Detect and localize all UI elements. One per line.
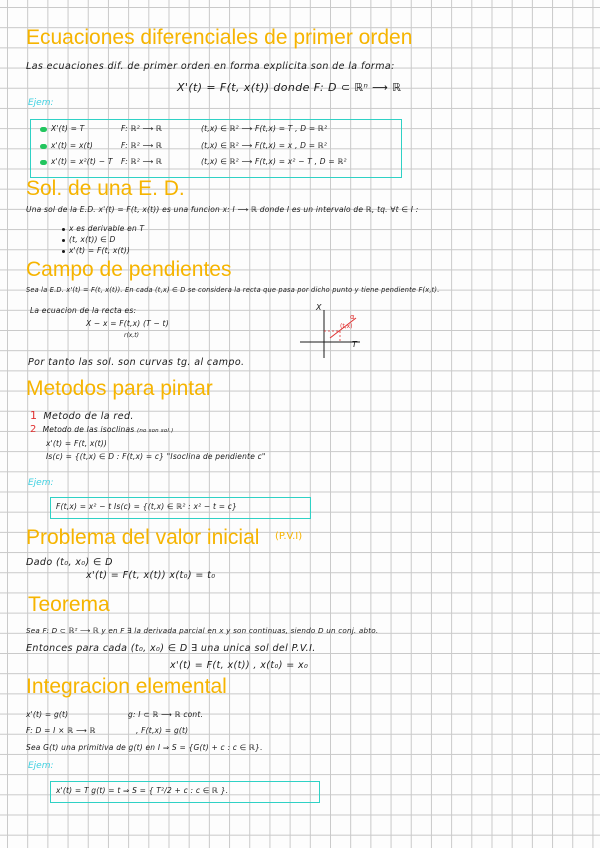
bullet-icon bbox=[62, 239, 65, 242]
green-bullet-icon bbox=[40, 160, 47, 165]
sol-line: Una sol de la E.D. x'(t) = F(t, x(t)) es una funcion x: I ⟶ ℝ donde I es un intervalo de ℝ, tq. ∀t ∈ I : bbox=[26, 205, 419, 214]
bullet-icon bbox=[62, 228, 65, 231]
example-map: F: ℝ² ⟶ ℝ bbox=[121, 157, 163, 166]
integ-line1b: g: I ⊂ ℝ ⟶ ℝ cont. bbox=[128, 710, 204, 719]
iso-equation: x'(t) = F(t, x(t)) bbox=[46, 439, 108, 448]
ejemplo-label-3: Ejem: bbox=[28, 761, 54, 771]
diagram-point-label: (t,x) bbox=[340, 323, 353, 330]
integration-example: x'(t) = T g(t) = t ⇒ S = { T²/2 + c : c ∈ ℝ }. bbox=[56, 786, 229, 795]
teorema-line3: x'(t) = F(t, x(t)) , x(t₀) = x₀ bbox=[170, 660, 309, 671]
diagram-x-label: X bbox=[316, 303, 322, 312]
recta-sub: r(x,t) bbox=[124, 332, 139, 339]
example-map: F: ℝ² ⟶ ℝ bbox=[121, 141, 163, 150]
pvi-tag: (P.V.I) bbox=[275, 531, 303, 542]
heading-teorema: Teorema bbox=[28, 593, 110, 616]
example-def: (t,x) ∈ ℝ² ⟶ F(t,x) = x² − T , D = ℝ² bbox=[201, 157, 347, 166]
green-bullet-icon bbox=[40, 127, 47, 132]
integ-line1a: x'(t) = g(t) bbox=[26, 710, 69, 719]
diagram-angle-label: α bbox=[350, 313, 355, 321]
recta-formula: X − x = F(t,x) (T − t) bbox=[86, 319, 169, 328]
campo-line: Sea la E.D. x'(t) = F(t, x(t)). En cada (t,x) ∈ D se considera la recta que pasa por dicho punto y tiene pendiente F(x,t). bbox=[26, 286, 440, 294]
integ-line2b: , F(t,x) = g(t) bbox=[136, 726, 189, 735]
isoclina-example: F(t,x) = x² − t Is(c) = {(t,x) ∈ ℝ² : x² − t = c} bbox=[56, 502, 238, 511]
example-row bbox=[40, 141, 327, 151]
heading-metodos: Metodos para pintar bbox=[26, 377, 213, 400]
heading-campo: Campo de pendientes bbox=[26, 258, 232, 281]
campo-conclusion: Por tanto las sol. son curvas tg. al campo. bbox=[28, 357, 245, 368]
page-title: Ecuaciones diferenciales de primer orden bbox=[26, 26, 413, 49]
ejemplo-label-1: Ejem: bbox=[28, 98, 54, 108]
teorema-line2: Entonces para cada (t₀, x₀) ∈ D ∃ una unica sol del P.V.I. bbox=[26, 643, 316, 654]
sol-bullet: x es derivable en T bbox=[62, 224, 144, 234]
sol-bullet: (t, x(t)) ∈ D bbox=[62, 235, 115, 245]
diagram-t-label: T bbox=[352, 340, 357, 349]
bullet-icon bbox=[62, 250, 65, 253]
example-row bbox=[40, 124, 327, 134]
heading-integracion: Integracion elemental bbox=[26, 675, 227, 698]
recta-label: La ecuacion de la recta es: bbox=[30, 306, 137, 315]
example-row bbox=[40, 157, 347, 167]
metodo-item: 2 Metodo de las isoclinas (no son sol.) bbox=[30, 424, 174, 435]
example-def: (t,x) ∈ ℝ² ⟶ F(t,x) = x , D = ℝ² bbox=[201, 141, 328, 150]
metodo-item: 1 Metodo de la red. bbox=[30, 409, 134, 422]
green-bullet-icon bbox=[40, 144, 47, 149]
slope-diagram bbox=[296, 300, 376, 360]
example-eq: x'(t) = x²(t) − T bbox=[51, 157, 113, 166]
sol-bullet: x'(t) = F(t, x(t)) bbox=[62, 246, 130, 256]
ejemplo-label-2: Ejem: bbox=[28, 478, 54, 488]
heading-sol: Sol. de una E. D. bbox=[26, 177, 185, 200]
intro-formula: X'(t) = F(t, x(t)) donde F: D ⊂ ℝⁿ ⟶ ℝ bbox=[177, 81, 402, 94]
intro-line: Las ecuaciones dif. de primer orden en forma explicita son de la forma: bbox=[26, 61, 395, 72]
teorema-line1: Sea F: D ⊂ ℝ² ⟶ ℝ y en F ∃ la derivada parcial en x y son continuas, siendo D un conj. abto. bbox=[26, 626, 379, 635]
example-map: F: ℝ² ⟶ ℝ bbox=[121, 124, 163, 133]
example-eq: X'(t) = T bbox=[51, 124, 85, 133]
integ-line2a: F: D = I × ℝ ⟶ ℝ bbox=[26, 726, 96, 735]
heading-pvi: Problema del valor inicial bbox=[26, 526, 260, 549]
pvi-line2: x'(t) = F(t, x(t)) x(t₀) = t₀ bbox=[86, 570, 216, 581]
example-def: (t,x) ∈ ℝ² ⟶ F(t,x) = T , D = ℝ² bbox=[201, 124, 328, 133]
iso-definition: Is(c) = {(t,x) ∈ D : F(t,x) = c} "Isoclina de pendiente c" bbox=[46, 452, 266, 461]
example-eq: x'(t) = x(t) bbox=[51, 141, 93, 150]
pvi-line1: Dado (t₀, x₀) ∈ D bbox=[26, 557, 113, 568]
integ-line3: Sea G(t) una primitiva de g(t) en I ⇒ S = {G(t) + c : c ∈ ℝ}. bbox=[26, 743, 263, 752]
